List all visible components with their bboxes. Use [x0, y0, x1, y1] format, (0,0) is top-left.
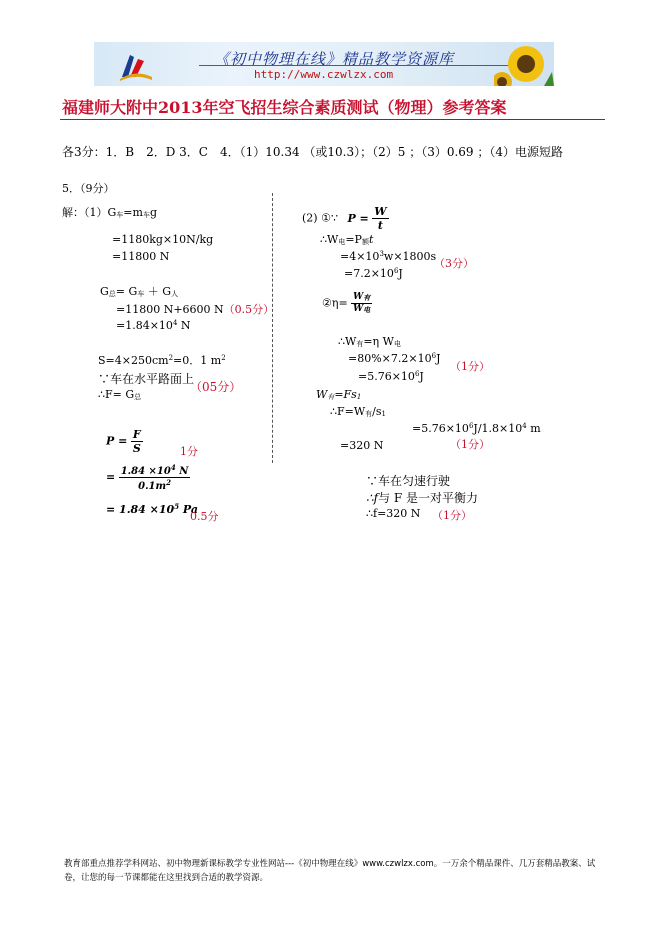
left-line-7: $S=4\times 250cm^2=0$．1 $m^2$: [98, 354, 226, 367]
page-title: 福建师大附中2013年空飞招生综合素质测试（物理）参考答案: [62, 98, 507, 117]
left-line-5: =11800 N+6600 N（0.5分）: [116, 303, 275, 316]
right-line-13: ∴f与 F 是一对平衡力: [366, 491, 479, 505]
formula-pressure-substituted: = $\frac{1.84 \times 10^4 N}{0.1m^2}$: [106, 463, 189, 492]
score-mark: （3分）: [434, 257, 474, 270]
score-mark: 1分: [180, 445, 198, 458]
left-line-4: G总= G车 ＋ G人: [100, 285, 179, 298]
title-underline: [60, 119, 605, 120]
right-line-8: W有=Fs1: [316, 388, 362, 401]
score-mark: （0.5分）: [223, 303, 275, 316]
answers-1-4: 各3分：1．B 2．D 3．C 4．（1）10.34 （或10.3）；（2）5 ；（3）0.69 ；（4）电源短路: [62, 145, 564, 159]
question-5-header: 5．（9分）: [62, 182, 115, 195]
formula-efficiency: ②η= $\frac{\text{W有}}{\text{W电}}$: [322, 292, 371, 314]
right-line-1: (2) ①∵ P = $\frac{W}{t}$: [302, 205, 387, 232]
left-line-2: =1180kg×10N/kg: [112, 233, 214, 246]
site-logo-icon: [116, 47, 156, 83]
right-line-7: $=5.76\times 10^6J$: [358, 370, 424, 383]
left-line-8: ∵车在水平路面上: [98, 372, 195, 386]
right-line-3: $=4\times 10^3w\times 1800s$: [340, 250, 437, 263]
sunflower-icon: [494, 42, 554, 86]
left-line-1: 解：（1）G车=m车g: [62, 206, 157, 219]
right-line-4: $=7.2\times 10^6J$: [344, 267, 403, 280]
right-line-2: ∴W电=P额t: [320, 233, 374, 246]
formula-pressure-result: = $1.84 \times 10^5$ Pa: [106, 502, 199, 516]
score-mark: （1分）: [450, 360, 490, 373]
score-mark: （1分）: [450, 438, 490, 451]
right-line-12: ∵车在匀速行驶: [366, 474, 451, 488]
right-line-6: $=80\%\times 7.2\times 10^6J$: [348, 352, 441, 365]
banner-title: 《初中物理在线》精品教学资源库: [214, 50, 455, 68]
score-mark: 0.5分: [190, 510, 219, 523]
left-line-3: =11800 N: [112, 250, 170, 263]
formula-pressure: P = $\frac{F}{S}$: [106, 428, 141, 455]
score-mark: （1分）: [432, 509, 472, 522]
right-line-9: ∴F=W有/s1: [330, 405, 386, 418]
page-footer: 教育部重点推荐学科网站、初中物理新课标教学专业性网站---《初中物理在线》www.czwlzx.com。一万余个精品课件、几万套精品教案、试卷，让您的每一节课都能在这里找到合适的教学资源。: [64, 859, 596, 883]
right-line-11: =320 N: [340, 439, 384, 452]
banner-url[interactable]: http://www.czwlzx.com: [254, 68, 394, 81]
right-line-5: ∴W有=η W电: [338, 335, 401, 348]
score-mark: （05分）: [190, 380, 242, 394]
left-line-6: $=1.84\times 10^4$ N: [116, 319, 191, 332]
header-banner: [94, 42, 554, 86]
column-divider: [272, 193, 273, 463]
right-line-10: $=5.76\times 10^6J/1.8\times 10^4$ m: [412, 422, 541, 435]
right-line-14: ∴f=320 N: [366, 507, 421, 520]
left-line-9: ∴F= G总: [98, 388, 142, 401]
